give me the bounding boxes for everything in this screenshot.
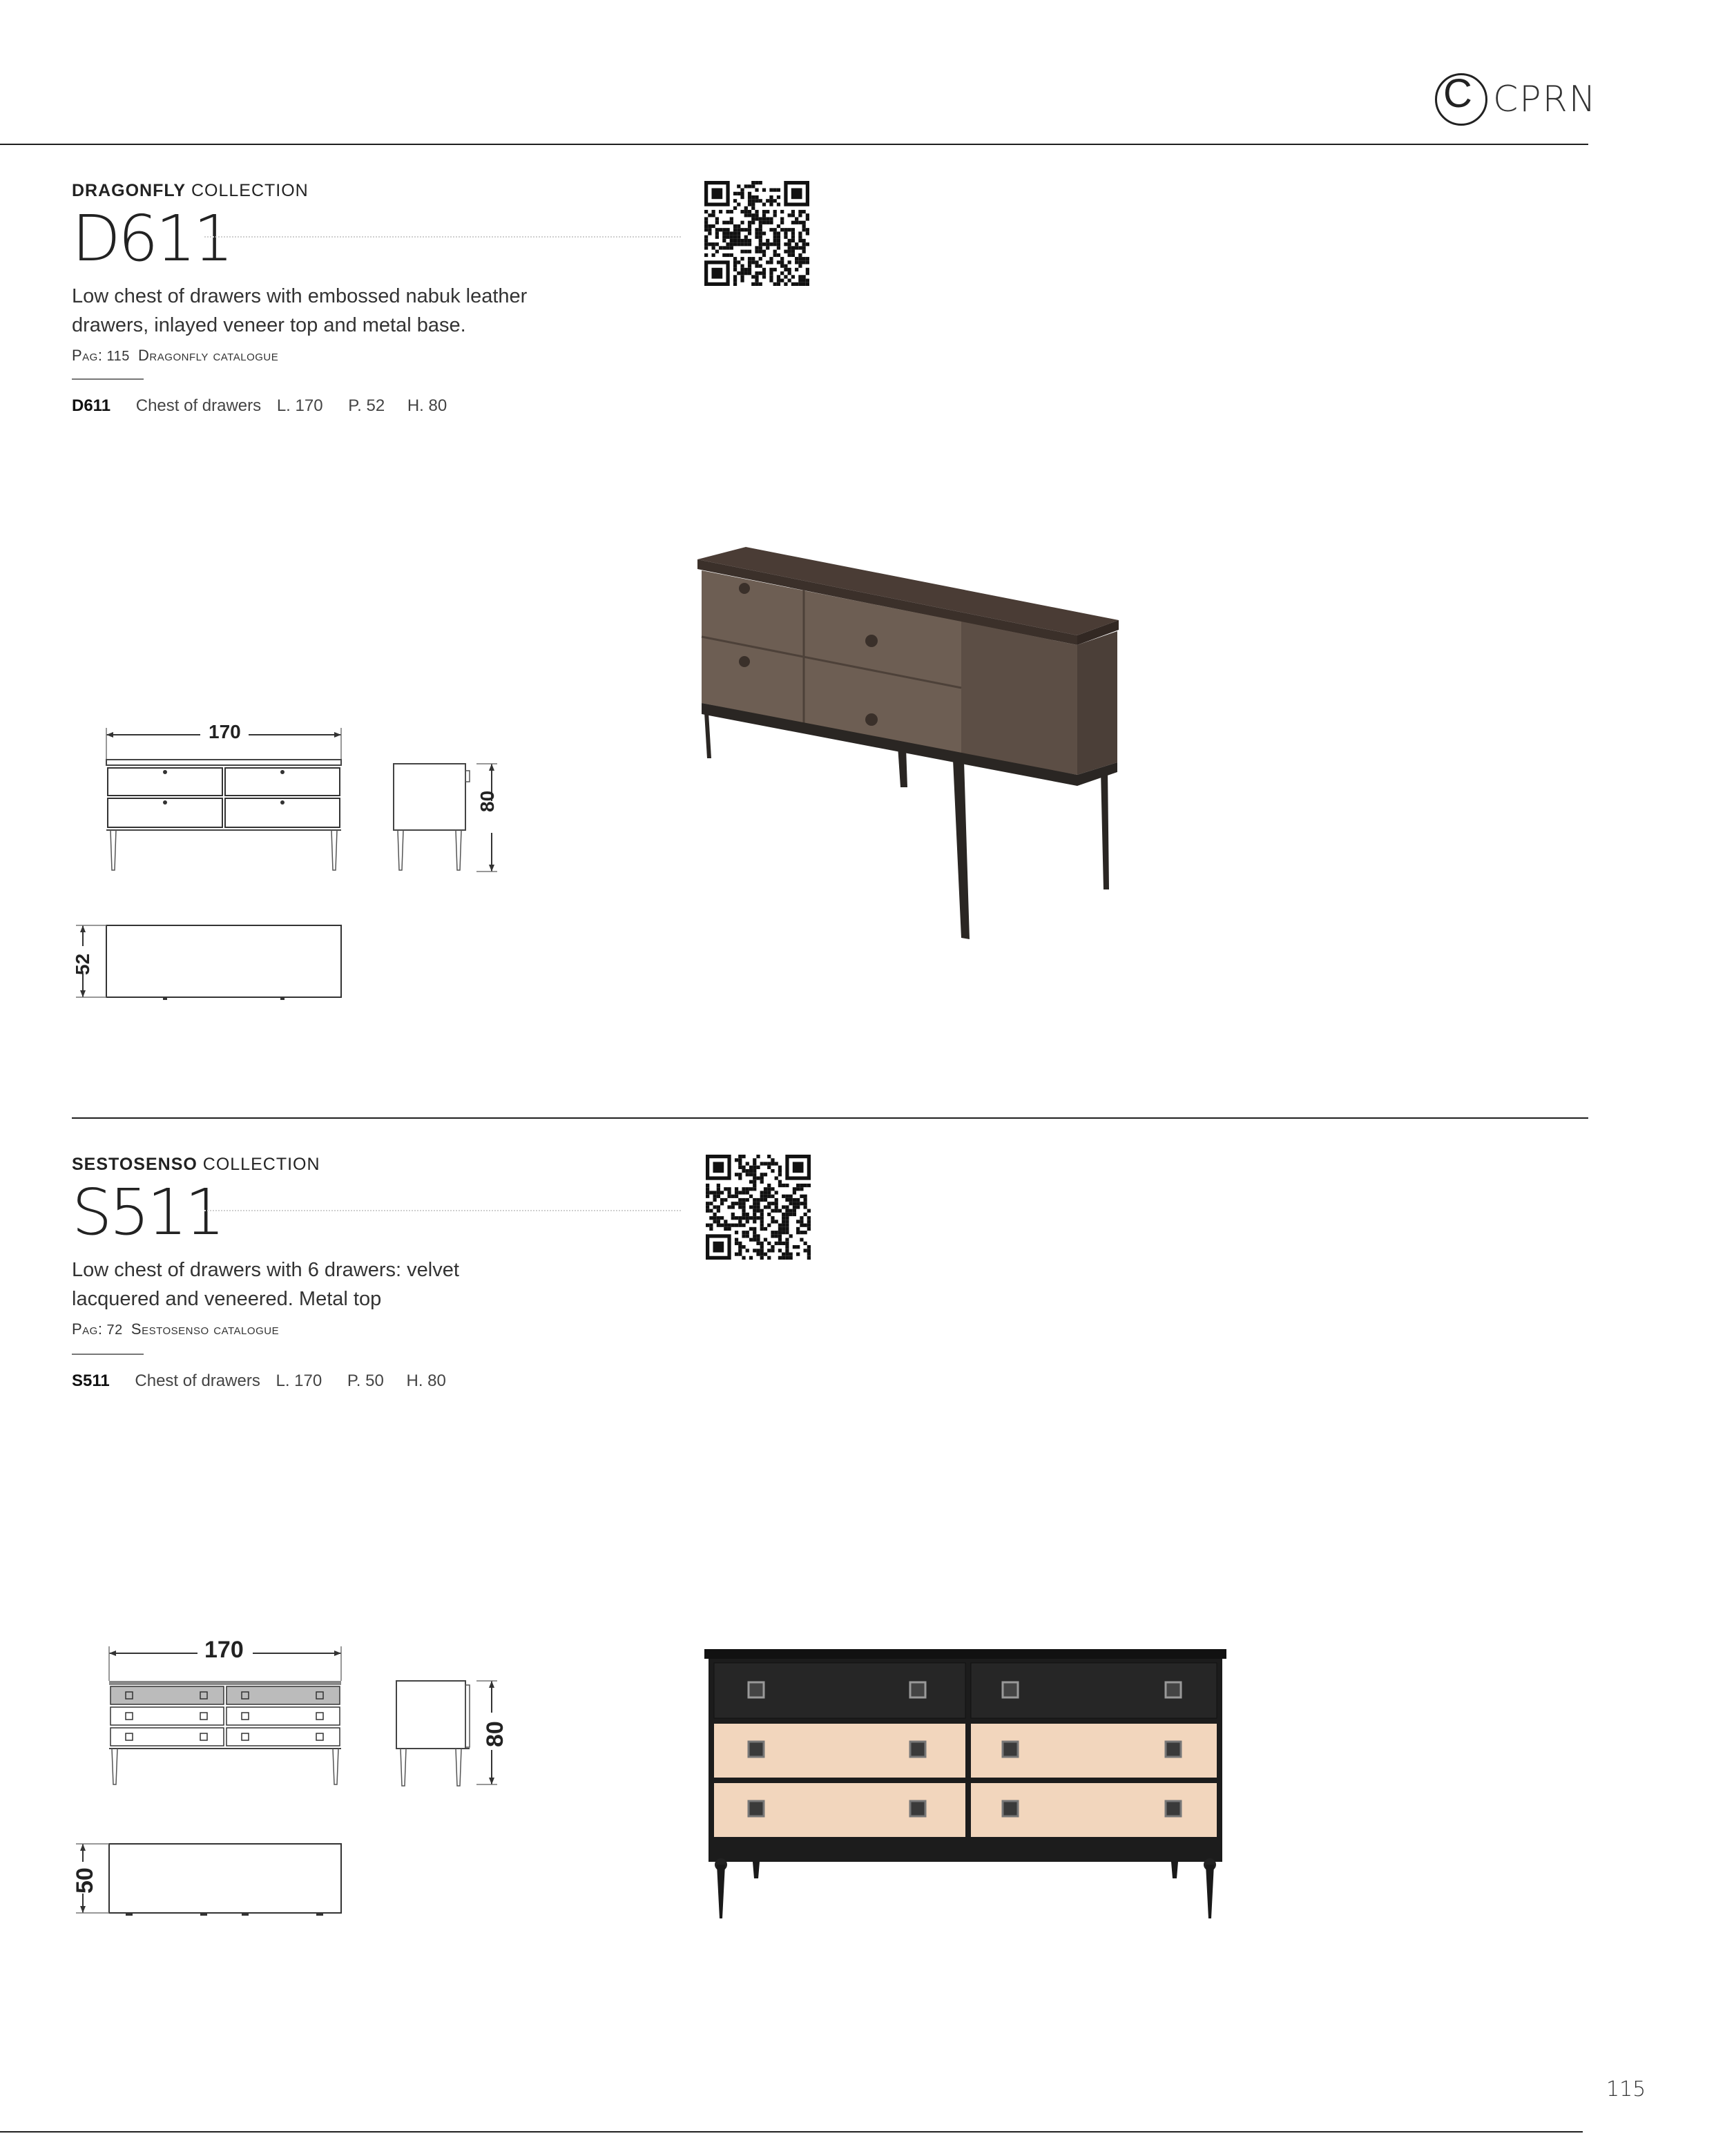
brand-logo — [1435, 69, 1601, 131]
catalogue-reference — [72, 347, 278, 365]
spec-name: Chest of drawers — [135, 396, 262, 415]
model-title: S511 — [72, 1175, 222, 1249]
logo-letter: C — [1443, 71, 1472, 116]
collection-word: COLLECTION — [191, 181, 309, 200]
dim-height-label: 80 — [476, 790, 498, 812]
spec-height: H. 80 — [407, 396, 447, 415]
spec-line — [72, 396, 458, 416]
dim-depth-label: 52 — [72, 953, 93, 975]
spec-code: S511 — [72, 1371, 110, 1390]
title-dotted-line — [204, 236, 681, 238]
collection-word: COLLECTION — [202, 1155, 320, 1174]
qr-code-icon[interactable] — [704, 181, 809, 286]
title-dotted-line — [204, 1210, 681, 1211]
page-number: 115 — [1606, 2077, 1646, 2101]
product-description: Low chest of drawers with embossed nabuk leather drawers, inlayed veneer top and metal base. — [72, 285, 528, 336]
pag-number: 72 — [106, 1322, 123, 1338]
product-photo-d611 — [691, 539, 1133, 953]
spec-line — [72, 1371, 457, 1391]
product-description: Low chest of drawers with 6 drawers: velvet lacquered and veneered. Metal top — [72, 1259, 459, 1310]
dim-height-label: 80 — [482, 1721, 508, 1747]
short-rule — [72, 1354, 144, 1355]
spec-length: L. 170 — [276, 396, 323, 415]
technical-drawing-top — [62, 1830, 352, 1927]
spec-height: H. 80 — [406, 1371, 446, 1390]
dim-width-label: 170 — [204, 1637, 244, 1663]
catalogue-name: Sestosenso catalogue — [131, 1320, 280, 1338]
collection-label — [72, 181, 309, 201]
dim-depth-label: 50 — [72, 1867, 98, 1894]
spec-depth: P. 50 — [347, 1371, 384, 1390]
dim-width-label: 170 — [209, 721, 241, 742]
footer-rule — [0, 2131, 1583, 2133]
collection-name: DRAGONFLY — [72, 181, 186, 200]
pag-label: Pag: — [72, 347, 103, 364]
pag-label: Pag: — [72, 1320, 103, 1338]
pag-number: 115 — [106, 349, 130, 364]
spec-name: Chest of drawers — [135, 1371, 260, 1390]
spec-depth: P. 52 — [348, 396, 385, 415]
collection-label — [72, 1155, 320, 1175]
technical-drawing-top — [62, 912, 352, 1008]
model-title: D611 — [72, 202, 231, 276]
spec-code: D611 — [72, 396, 111, 415]
technical-drawing-front — [62, 1637, 532, 1802]
logo-text: CPRN — [1493, 79, 1597, 120]
qr-code-icon[interactable] — [706, 1155, 811, 1260]
collection-name: SESTOSENSO — [72, 1155, 197, 1174]
header-rule — [0, 144, 1588, 145]
catalogue-name: Dragonfly catalogue — [138, 347, 279, 364]
product-photo-s511 — [702, 1644, 1226, 1934]
catalogue-reference — [72, 1320, 279, 1338]
section-divider — [72, 1117, 1588, 1119]
technical-drawing-front — [62, 718, 532, 884]
spec-length: L. 170 — [276, 1371, 322, 1390]
short-rule — [72, 378, 144, 380]
